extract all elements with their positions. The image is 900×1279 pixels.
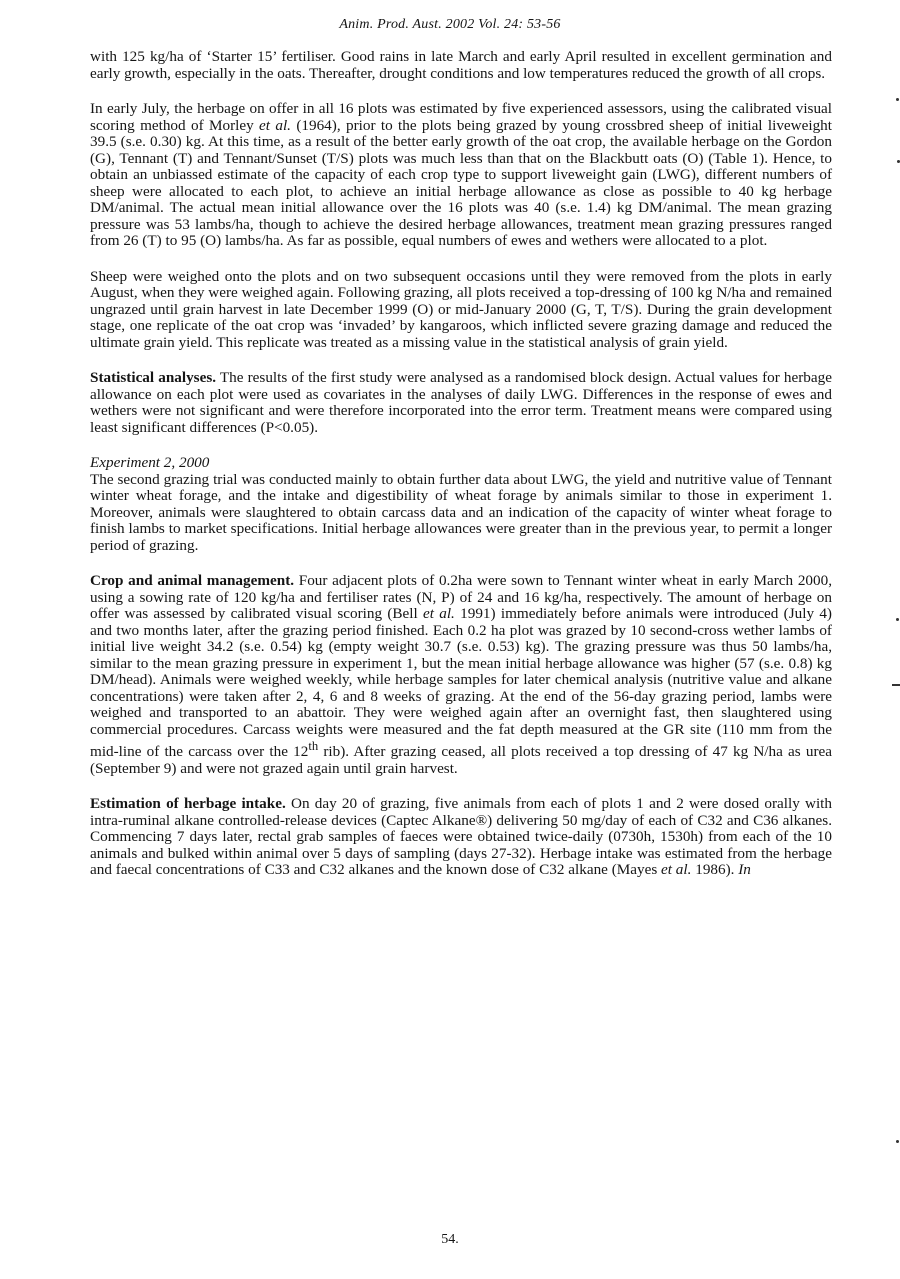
citation-et-al: et al. <box>259 116 291 134</box>
paragraph-5: The second grazing trial was conducted mainly to obtain further data about LWG, the yield and nutritive value of Tennant winter wheat forage, and the intake and digestibility of wheat forage by animals similar to those in experiment 1. Moreover, animals were slaughtered to obtain carcass data and an indication of the capacity of winter wheat forage to finish lambs to market specifications. Initial herbage allowances were greater than in the previous year, to permit a longer period of grazing. <box>90 470 832 554</box>
paragraph-2-text-b: (1964), prior to the plots being grazed by young crossbred sheep of initial liveweight 39.5 (s.e. 0.30) kg. At this time, as a result of the better early growth of the oat crop, the available herbage on the Gordon (G), Tennant (T) and Tennant/Sunset (T/S) plots was much less than that on the Blackbutt oats (O) (Table 1). Hence, to obtain an unbiassed estimate of the capacity of each crop type to support liveweight gain (LWG), different numbers of sheep were allocated to each plot, to achieve an initial herbage allowance as close as possible to 40 kg herbage DM/animal. The actual mean initial allowance over the 16 plots was 40 (s.e. 1.4) kg DM/animal. The mean grazing pressure was 53 lambs/ha, though to achieve the desired herbage allowances, treatment mean grazing pressures ranged from 26 (T) to 95 (O) lambs/ha. As far as possible, equal numbers of ewes and wethers were allocated to a plot. <box>90 116 832 249</box>
paragraph-7-text-a: On day 20 of grazing, five animals from each of plots 1 and 2 were dosed orally with intra-ruminal alkane controlled-release devices (Captec Alkane®) delivering 50 mg/day of each of C32 and C36 alkanes. Commencing 7 days later, rectal grab samples of faeces were obtained twice-daily (0730h, 1530h) from each of the 10 animals and bulked within animal over 5 days of sampling (days 27-32). Herbage intake was estimated from the herbage and faecal concentrations of C33 and C32 alkanes and the known dose of C32 alkane (Mayes <box>90 795 833 879</box>
citation-et-al: et al. <box>423 605 455 622</box>
paragraph-6-text-c: rib). After grazing ceased, all plots received a top dressing of 47 kg N/ha as urea (September 9) and were not grazed again until grain harvest. <box>90 743 833 777</box>
paragraph-4 <box>90 370 832 436</box>
scan-speck <box>896 98 899 101</box>
runin-heading-statistical-analyses: Statistical analyses. <box>90 369 217 386</box>
page-number: 54. <box>441 1232 459 1247</box>
scan-speck <box>896 618 899 621</box>
runin-heading-crop-animal-management: Crop and animal management. <box>90 572 295 589</box>
body-text <box>90 49 832 898</box>
paragraph-6 <box>90 573 832 777</box>
paragraph-3: Sheep were weighed onto the plots and on two subsequent occasions until they were removed from the plots in early August, when they were weighed again. Following grazing, all plots received a top-dressing of 100 kg N/ha and remained ungrazed until grain harvest in late December 1999 (O) or mid-January 2000 (G, T, T/S). During the grain development stage, one replicate of the oat crop was ‘invaded’ by kangaroos, which inflicted severe grazing damage and reduced the ultimate grain yield. This replicate was treated as a missing value in the statistical analysis of grain yield. <box>90 267 832 351</box>
runin-heading-herbage-intake: Estimation of herbage intake. <box>90 795 286 813</box>
paragraph-2-text-a: In early July, the herbage on offer in all 16 plots was estimated by five experienced assessors, using the calibrated visual scoring method of Morley <box>90 100 832 134</box>
scan-mark <box>892 684 900 686</box>
paragraph-6-text-a: Four adjacent plots of 0.2ha were sown to Tennant winter wheat in early March 2000, using a sowing rate of 120 kg/ha and fertiliser rates (N, P) of 24 and 16 kg/ha, respectively. The amount of herbage on offer was assessed by calibrated visual scoring (Bell <box>90 572 832 622</box>
superscript-th: th <box>308 739 319 753</box>
scan-speck <box>896 1140 899 1143</box>
running-head: Anim. Prod. Aust. 2002 Vol. 24: 53-56 <box>339 17 561 32</box>
paragraph-1: with 125 kg/ha of ‘Starter 15’ fertiliser. Good rains in late March and early April resulted in excellent germination and early growth, especially in the oats. Thereafter, drought conditions and low temperatures reduced the growth of all crops. <box>90 48 832 82</box>
paragraph-7 <box>90 796 832 879</box>
paragraph-6-text-b: 1991) immediately before animals were introduced (July 4) and two months later, after the grazing period finished. Each 0.2 ha plot was grazed by 10 second-cross wether lambs of initial live weight 34.2 (s.e. 0.54) kg (empty weight 30.7 (s.e. 0.53) kg). The grazing pressure was thus 50 lambs/ha, similar to the mean grazing pressure in experiment 1, but the mean initial herbage allowance was higher (57 (s.e. 0.8) kg DM/head). Animals were weighed weekly, while herbage samples for later chemical analysis (nutritive value and alkane concentrations) were taken after 2, 4, 6 and 8 weeks of grazing. At the end of the 56-day grazing period, lambs were weighed and transported to an abattoir. They were weighed again after an overnight fast, then slaughtered using commercial procedures. Carcass weights were measured and the fat depth measured at the GR site (110 mm from the mid-line of the carcass over the 12 <box>90 605 832 761</box>
paragraph-7-text-b: 1986). <box>691 861 739 879</box>
citation-et-al: et al. <box>661 861 692 879</box>
paragraph-2 <box>90 101 832 250</box>
section-subheading-experiment-2: Experiment 2, 2000 <box>90 454 210 471</box>
paragraph-4-text: The results of the first study were analysed as a randomised block design. Actual values for herbage allowance on each plot were used as covariates in the analyses of daily LWG. Differences in the response of ewes and wethers were not significant and were therefore incorporated into the error term. Treatment means were compared using least significant differences (P<0.05). <box>90 369 832 436</box>
paragraph-7-trailing-word: In <box>738 861 751 879</box>
